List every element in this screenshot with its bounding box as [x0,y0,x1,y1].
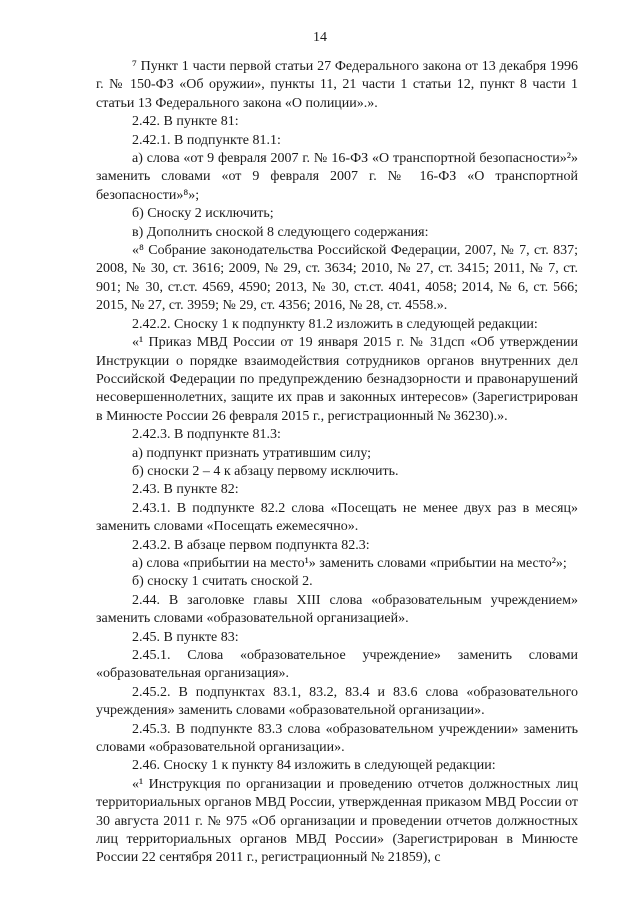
paragraph: 2.43.1. В подпункте 82.2 слова «Посещать не менее двух раз в месяц» заменить словами «Посещать ежемесячно». [96,500,578,535]
paragraph: 2.42. В пункте 81: [132,114,239,130]
paragraph: б) сноски 2 – 4 к абзацу первому исключить. [132,463,399,479]
paragraph: 2.44. В заголовке главы XIII слова «образовательным учреждением» заменить словами «образовательной организацией». [96,592,578,627]
paragraph: б) Сноску 2 исключить; [132,206,274,222]
paragraph: а) подпункт признать утратившим силу; [132,445,372,461]
paragraph: 2.42.2. Сноску 1 к подпункту 81.2 изложить в следующей редакции: [132,316,538,332]
paragraph: б) сноску 1 считать сноской 2. [132,574,313,590]
paragraph: 2.43.2. В абзаце первом подпункта 82.3: [132,537,370,553]
paragraph: 2.45.1. Слова «образовательное учреждение» заменить словами «образовательная организация». [96,648,578,682]
paragraph: ⁷ Пункт 1 части первой статьи 27 Федерального закона от 13 декабря 1996 г. № 150-ФЗ «Об оружии», пункты 11, 21 части 1 статьи 12, пункт 8 части 1 статьи 13 Федерального закона «О полиции».». [96,59,578,111]
paragraph: 2.42.1. В подпункте 81.1: [132,132,281,148]
document-body [96,58,578,868]
paragraph: 2.45.3. В подпункте 83.3 слова «образовательном учреждении» заменить словами «образовательной организации». [96,721,578,756]
paragraph: «¹ Приказ МВД России от 19 января 2015 г. № 31дсп «Об утверждении Инструкции о порядке взаимодействия сотрудников органов внутренних дел Российской Федерации по предупреждению безнадзорности и правонарушений несовершеннолетних, защите их прав и законных интересов» (Зарегистрирован в Минюсте России 26 февраля 2015 г., регистрационный № 36230).». [96,335,578,424]
paragraph: а) слова «прибытии на место¹» заменить словами «прибытии на место²»; [132,555,567,571]
page-number: 14 [313,30,327,45]
paragraph: 2.45. В пункте 83: [132,629,239,645]
paragraph: 2.46. Сноску 1 к пункту 84 изложить в следующей редакции: [132,758,496,774]
paragraph: 2.42.3. В подпункте 81.3: [132,427,281,443]
paragraph: 2.43. В пункте 82: [132,482,239,498]
paragraph: в) Дополнить сноской 8 следующего содержания: [132,224,429,240]
paragraph: 2.45.2. В подпунктах 83.1, 83.2, 83.4 и 83.6 слова «образовательного учреждения» заменить словами «образовательной организации». [96,684,578,719]
paragraph: а) слова «от 9 февраля 2007 г. № 16-ФЗ «О транспортной безопасности»²» заменить словами «от 9 февраля 2007 г. № 16-ФЗ «О транспортной безопасности»⁸»; [96,151,578,203]
paragraph: «⁸ Собрание законодательства Российской Федерации, 2007, № 7, ст. 837; 2008, № 30, ст. 3616; 2009, № 29, ст. 3634; 2010, № 27, ст. 3415; 2011, № 7, ст. 901; № 30, ст.ст. 4569, 4590; 2013, № 30, ст.ст. 4041, 4058; 2014, № 6, ст. 566; 2015, № 27, ст. 3959; № 29, ст. 4356; 2016, № 28, ст. 4558.». [96,243,578,314]
paragraph: «¹ Инструкция по организации и проведению отчетов должностных лиц территориальных органов МВД России, утвержденная приказом МВД России от 30 августа 2011 г. № 975 «Об организации и проведении отчетов должностных лиц территориальных органов МВД России» (Зарегистрирован в Минюсте России 22 сентября 2011 г., регистрационный № 21859), с [96,776,578,866]
